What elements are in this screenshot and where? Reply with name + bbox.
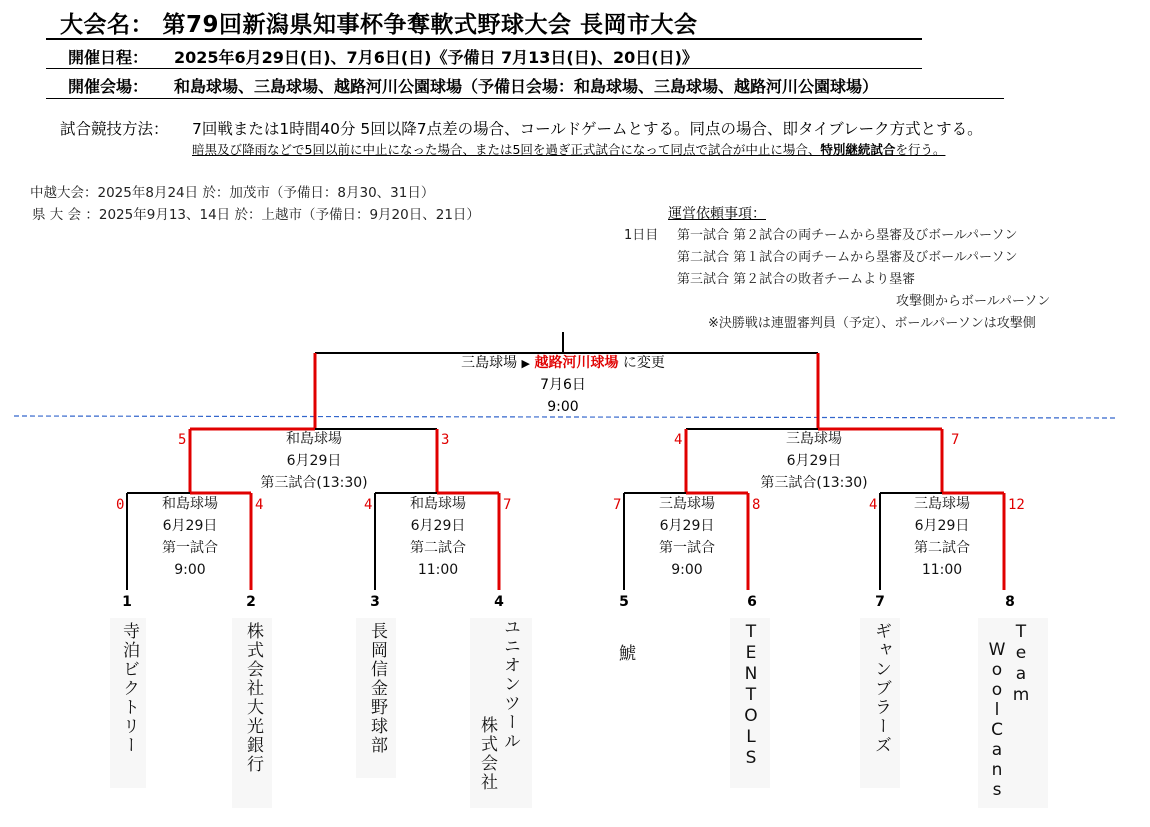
semi2-date: 6月29日	[786, 453, 842, 469]
rules-line-2-text: 暗黒及び降雨などで5回以前に中止になった場合、または5回を過ぎ正式試合になって同点で試合が中止に場合、	[192, 142, 821, 157]
dates-label: 開催日程：	[68, 48, 149, 67]
r1g1-time: 9:00	[174, 562, 206, 578]
rules-special-game: 特別継続試合	[820, 142, 896, 157]
r1g2-score-right: 7	[503, 497, 512, 513]
team-name-7: ギャンブラーズ	[871, 622, 891, 755]
final-venue-new: 越路河川球場	[534, 355, 619, 371]
r1g1-score-right: 4	[255, 497, 264, 513]
semi1-venue: 和島球場	[286, 431, 342, 447]
semi2-slot: 第三試合(13:30)	[760, 475, 868, 491]
seed-3: 3	[370, 594, 380, 610]
rules-line-2-end: を行う。	[895, 142, 946, 157]
team-name-2: 株式会社大光銀行	[243, 622, 263, 774]
r1g4-info	[914, 493, 970, 581]
r1g4-date: 6月29日	[914, 518, 970, 534]
r1g2-date: 6月29日	[410, 518, 466, 534]
dates-value: 2025年6月29日(日)、7月6日(日)《予備日 7月13日(日)、20日(日)》	[174, 48, 698, 67]
team-name-1: 寺泊ビクトリー	[119, 622, 139, 755]
final-venue	[461, 353, 665, 374]
ken-info: 県 大 会 ：2025年9月13、14日 於：上越市（予備日：9月20日、21日）	[32, 207, 480, 223]
requests-game-3b: 攻撃側からボールパーソン	[896, 294, 1051, 309]
requests-game-2: 第二試合 第１試合の両チームから塁審及びボールパーソン	[677, 250, 1018, 265]
team-name-4b: 株式会社	[477, 716, 497, 792]
rules-line-1: 7回戦または1時間40分 5回以降7点差の場合、コールドゲームとする。同点の場合、即タイブレーク方式とする。	[192, 120, 983, 138]
semi2-info	[760, 428, 867, 494]
team-name-4a: ユニオンツール	[500, 618, 520, 751]
team-name-6: TENTOLS	[741, 622, 761, 769]
r1g1-info	[162, 493, 218, 581]
r1g3-score-right: 8	[752, 497, 761, 513]
r1g4-time: 11:00	[921, 562, 963, 578]
semi1-score-left: 5	[178, 432, 187, 448]
team-name-8a: Team	[1011, 622, 1031, 706]
team-name-5: 鯱	[615, 644, 635, 663]
r1g3-date: 6月29日	[659, 518, 715, 534]
semi2-score-left: 4	[674, 432, 683, 448]
requests-title: 運営依頼事項：	[668, 206, 766, 222]
venue-label: 開催会場：	[68, 77, 149, 96]
team-name-8b: WoolCans	[987, 640, 1007, 800]
r1g4-slot: 第二試合	[914, 540, 970, 556]
r1g1-slot: 第一試合	[162, 540, 218, 556]
final-arrow-icon: ▶	[521, 357, 531, 370]
r1g2-slot: 第二試合	[410, 540, 466, 556]
r1g2-info	[410, 493, 466, 581]
requests-day: 1日目	[624, 228, 659, 243]
final-venue-old: 三島球場	[461, 355, 518, 371]
semi2-score-right: 7	[951, 432, 960, 448]
seed-8: 8	[1005, 594, 1015, 610]
requests-game-3: 第三試合 第２試合の敗者チームより塁審	[677, 272, 916, 287]
r1g1-venue: 和島球場	[162, 496, 218, 512]
seed-5: 5	[619, 594, 629, 610]
seed-7: 7	[875, 594, 885, 610]
rules-label: 試合競技方法：	[60, 120, 169, 138]
final-time: 9:00	[547, 399, 579, 415]
r1g3-info	[659, 493, 715, 581]
seed-4: 4	[494, 594, 504, 610]
r1g3-time: 9:00	[671, 562, 703, 578]
tournament-title: 大会名： 第79回新潟県知事杯争奪軟式野球大会 長岡市大会	[60, 12, 698, 38]
r1g4-score-left: 4	[869, 497, 878, 513]
semi2-venue: 三島球場	[786, 431, 842, 447]
r1g2-time: 11:00	[417, 562, 459, 578]
r1g4-venue: 三島球場	[914, 496, 970, 512]
semi1-score-right: 3	[441, 432, 450, 448]
final-change-text: に変更	[618, 355, 665, 371]
r1g3-venue: 三島球場	[659, 496, 715, 512]
seed-1: 1	[122, 594, 132, 610]
seed-2: 2	[246, 594, 256, 610]
r1g1-score-left: 0	[116, 497, 125, 513]
chuetsu-info: 中越大会：2025年8月24日 於：加茂市（予備日：8月30、31日）	[30, 185, 435, 201]
r1g4-score-right: 12	[1008, 497, 1025, 513]
final-date: 7月6日	[540, 377, 586, 393]
requests-note: ※決勝戦は連盟審判員（予定）、ボールパーソンは攻撃側	[708, 316, 1036, 331]
r1g2-venue: 和島球場	[410, 496, 466, 512]
venue-value: 和島球場、三島球場、越路河川公園球場（予備日会場：和島球場、三島球場、越路河川公園球場）	[174, 77, 879, 96]
semi1-info	[260, 428, 367, 494]
team-name-3: 長岡信金野球部	[367, 622, 387, 755]
seed-6: 6	[747, 594, 757, 610]
requests-game-1: 第一試合 第２試合の両チームから塁審及びボールパーソン	[677, 228, 1018, 243]
r1g3-slot: 第一試合	[659, 540, 715, 556]
r1g2-score-left: 4	[364, 497, 373, 513]
semi1-date: 6月29日	[286, 453, 342, 469]
r1g3-score-left: 7	[613, 497, 622, 513]
semi1-slot: 第三試合(13:30)	[260, 475, 368, 491]
r1g1-date: 6月29日	[162, 518, 218, 534]
